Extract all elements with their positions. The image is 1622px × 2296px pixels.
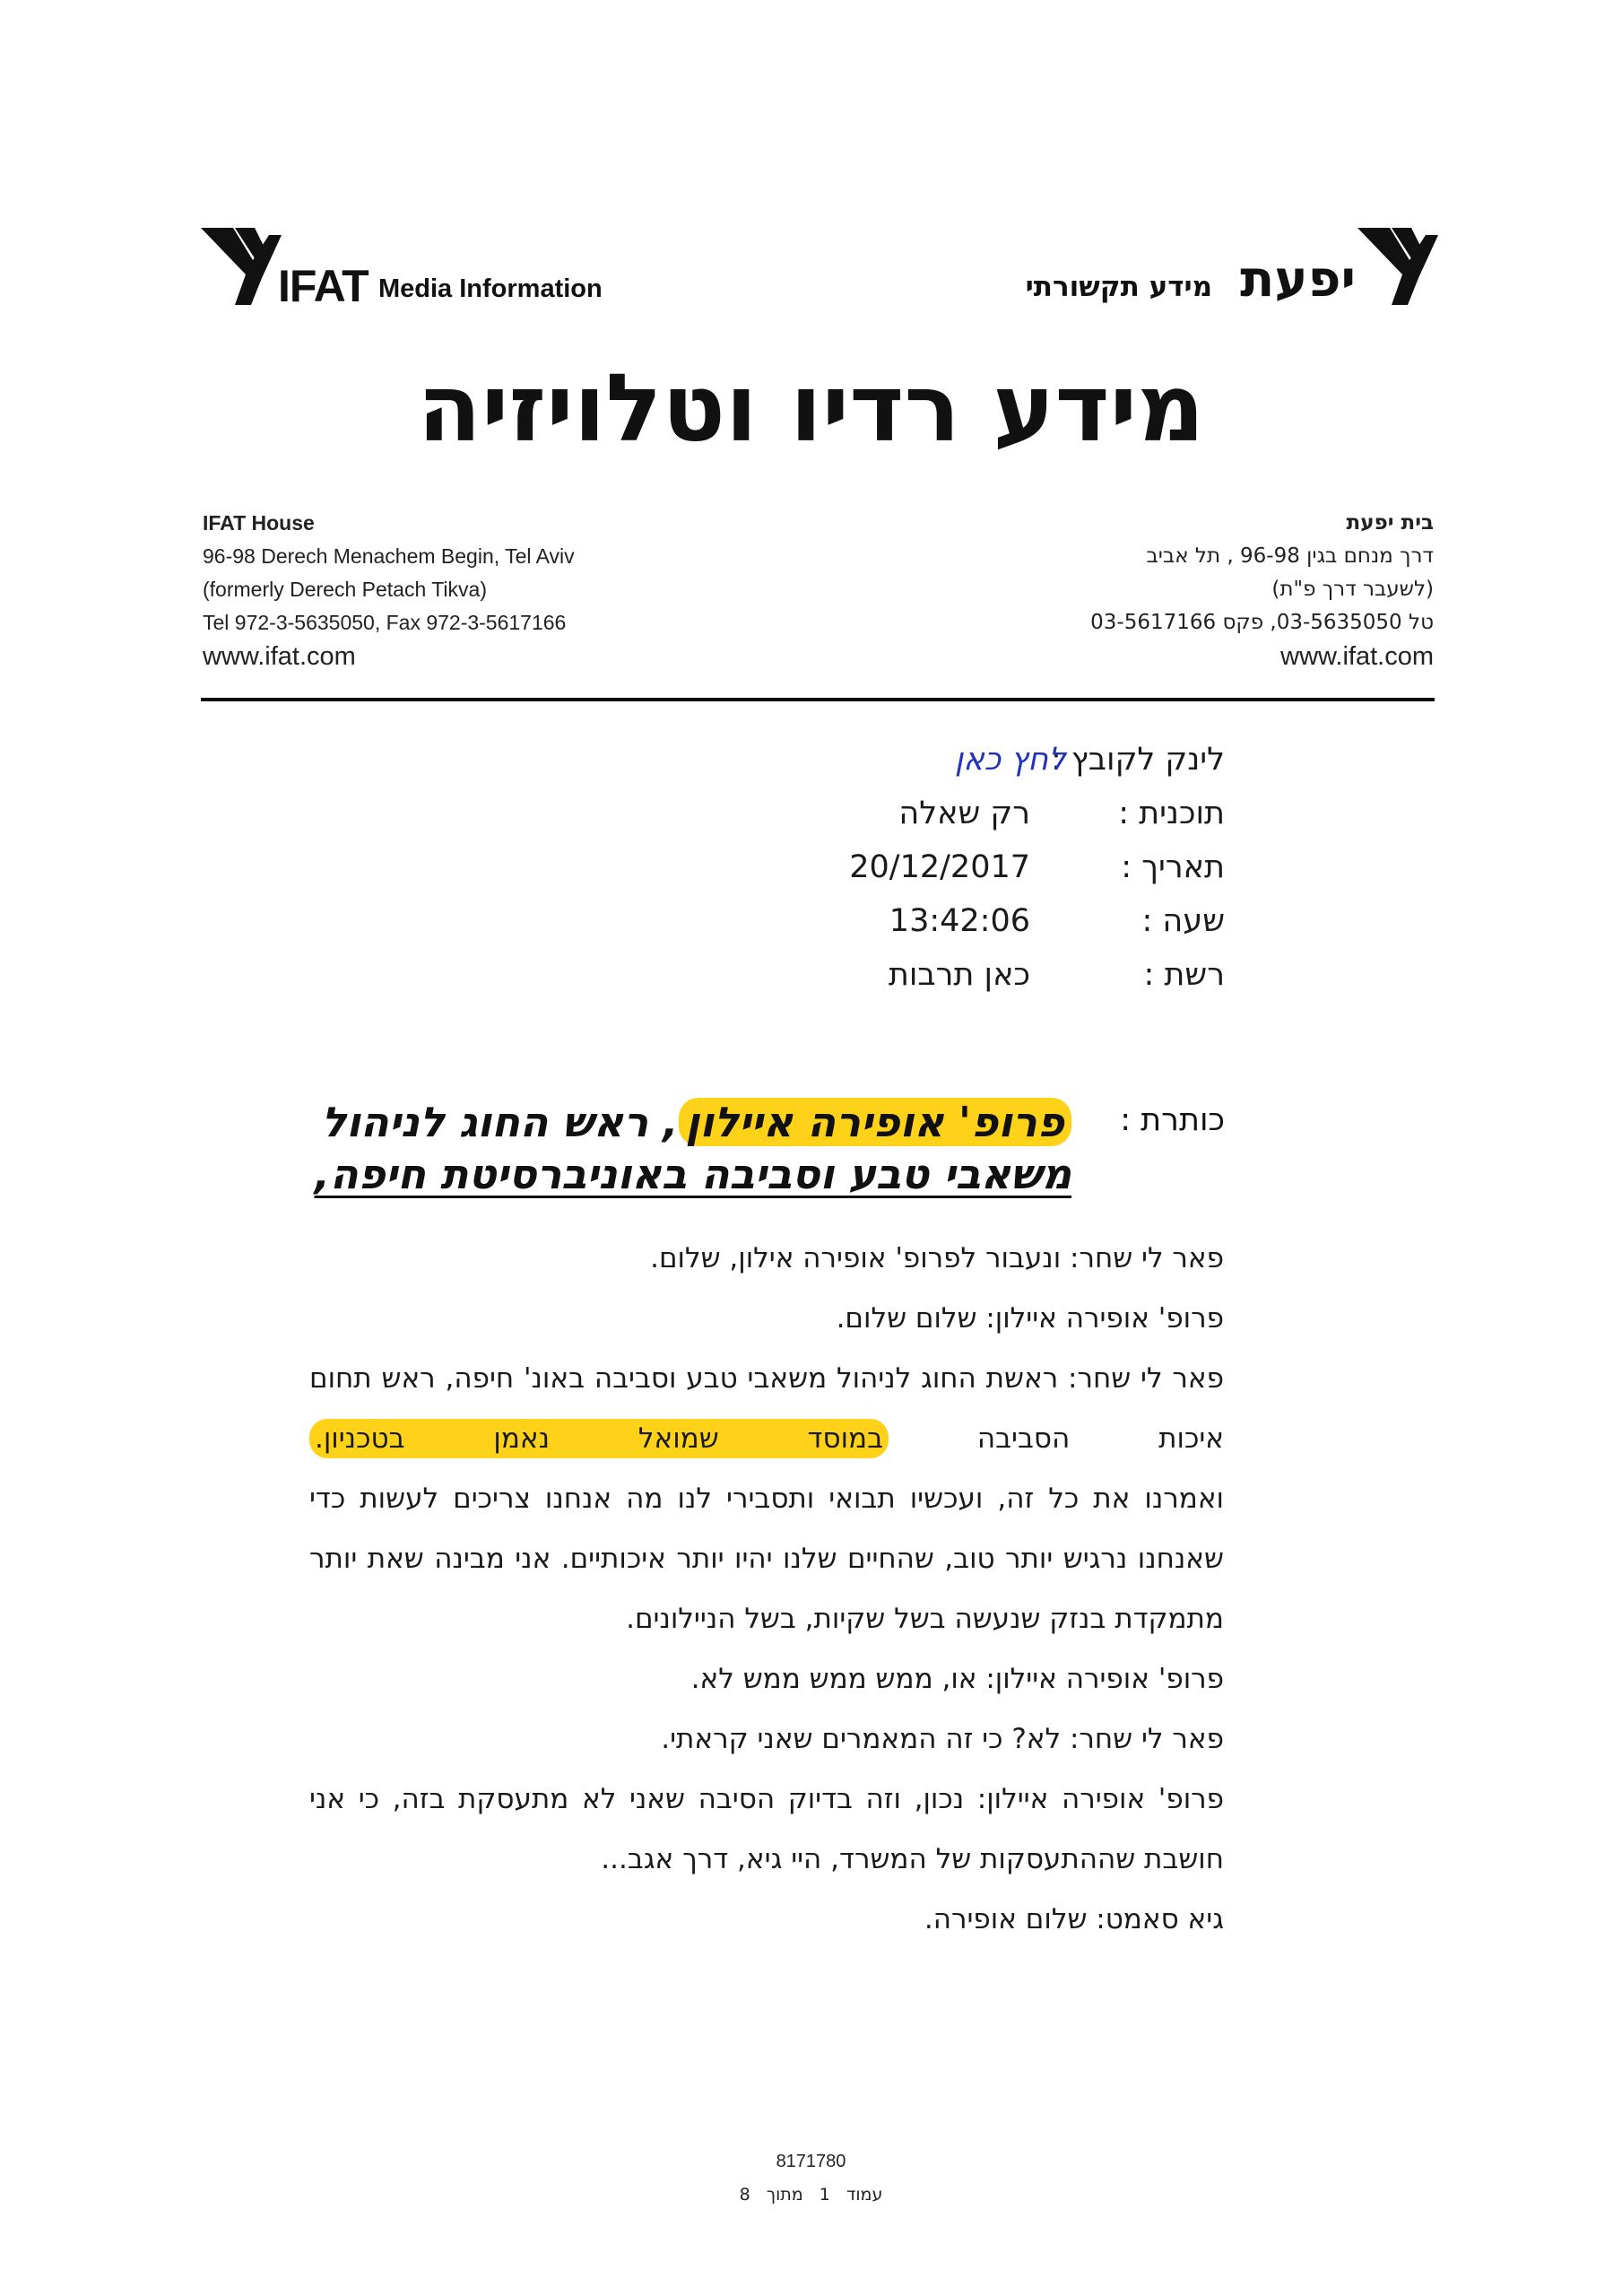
file-link[interactable]: לחץ כאן <box>954 742 1066 778</box>
page-indicator <box>0 2182 1622 2207</box>
transcript-paragraph: פרופ' אופירה איילון: שלום שלום. <box>836 1302 1224 1335</box>
transcript-paragraph: פאר לי שחר: לא? כי זה המאמרים שאני קראתי. <box>661 1723 1224 1755</box>
transcript <box>309 1229 1224 1950</box>
ifat-tagline-he: מידע תקשורתי <box>1025 271 1212 303</box>
transcript-paragraph: פרופ' אופירה איילון: או, ממש ממש ממש לא. <box>690 1663 1224 1695</box>
address-en-former: (formerly Derech Petach Tikva) <box>203 578 487 601</box>
transcript-paragraph: פאר לי שחר: ונעבור לפרופ' אופירה אילון, שלום. <box>650 1242 1224 1274</box>
address-en-name: IFAT House <box>203 511 315 535</box>
meta-row-program <box>0 791 1622 836</box>
transcript-paragraph: גיא סאמט: שלום אופירה. <box>924 1903 1224 1935</box>
date-value: 20/12/2017 <box>849 849 1030 885</box>
ifat-bird-icon <box>199 226 284 307</box>
address-he-street: דרך מנחם בגין 96-98 , תל אביב <box>1146 544 1434 568</box>
address-en-web: www.ifat.com <box>203 642 356 671</box>
page-label: עמוד <box>846 2185 883 2205</box>
meta-row-network <box>0 952 1622 997</box>
page-title: מידע רדיו וטלויזיה <box>417 353 1205 463</box>
headline-line2: משאבי טבע וסביבה באוניברסיטת חיפה, <box>314 1150 1071 1198</box>
program-label: תוכנית : <box>1118 796 1225 831</box>
transcript-highlight: במוסד שמואל נאמן בטכניון. <box>309 1419 889 1458</box>
address-he-phone: טל 03-5635050, פקס 03-5617166 <box>1090 611 1434 634</box>
meta-row-time <box>0 899 1622 944</box>
time-label: שעה : <box>1141 903 1225 939</box>
ifat-logo-he <box>975 224 1441 314</box>
address-he-web: www.ifat.com <box>1280 642 1434 671</box>
ifat-wordmark-he: יפעת <box>1240 250 1356 309</box>
headline-highlight: פרופ' אופירה איילון <box>679 1098 1071 1146</box>
meta-row-date <box>0 845 1622 890</box>
transcript-paragraph: פרופ' אופירה איילון: נכון, וזה בדיוק הסיבה שאני לא מתעסקת בזה, כי אני חושבת שההתעסקות של המשרד, היי גיא, דרך אגב... <box>309 1783 1224 1875</box>
headline <box>282 1096 1071 1200</box>
network-label: רשת : <box>1143 957 1225 993</box>
ifat-tagline: Media Information <box>378 274 603 303</box>
address-en <box>203 507 759 674</box>
of-label: מתוך <box>766 2185 803 2205</box>
transcript-text: פאר לי שחר: ראשת החוג לניהול משאבי טבע וסביבה באונ' חיפה, ראש תחום איכות הסביבה <box>309 1362 1225 1455</box>
program-value: רק שאלה <box>898 796 1030 831</box>
address-he-former: (לשעבר דרך פ"ת) <box>1271 578 1434 601</box>
page-number: 1 <box>819 2185 830 2205</box>
address-en-street: 96-98 Derech Menachem Begin, Tel Aviv <box>203 544 575 568</box>
meta-row-link <box>0 737 1622 782</box>
address-en-phone: Tel 972-3-5635050, Fax 972-3-5617166 <box>203 611 567 634</box>
transcript-paragraph: ואמרנו את כל זה, ועכשיו תבואי ותסבירי לנו מה אנחנו צריכים לעשות כדי שאנחנו נרגיש יותר טוב, שהחיים שלנו יהיו יותר איכותיים. אני מבינה שאת יותר מתמקדת בנזק שנעשה בשל שקיות, בשל הניילונים. <box>309 1483 1224 1635</box>
address-he-name: בית יפעת <box>1346 511 1434 535</box>
network-value: כאן תרבות <box>888 957 1030 993</box>
date-label: תאריך : <box>1121 849 1225 885</box>
ifat-bird-icon <box>1356 226 1441 307</box>
headline-line1-rest: , ראש החוג לניהול <box>321 1098 679 1146</box>
page-total: 8 <box>739 2185 750 2205</box>
ifat-wordmark: IFAT <box>278 261 369 311</box>
document-id: 8171780 <box>776 2152 846 2171</box>
time-value: 13:42:06 <box>889 903 1030 939</box>
ifat-logo-en <box>199 224 612 314</box>
transcript-paragraph <box>309 1349 1224 1469</box>
link-label: לינק לקובץ : <box>1051 742 1225 778</box>
address-he <box>878 507 1434 674</box>
headline-label: כותרת : <box>1120 1102 1225 1138</box>
header-divider <box>201 698 1435 701</box>
